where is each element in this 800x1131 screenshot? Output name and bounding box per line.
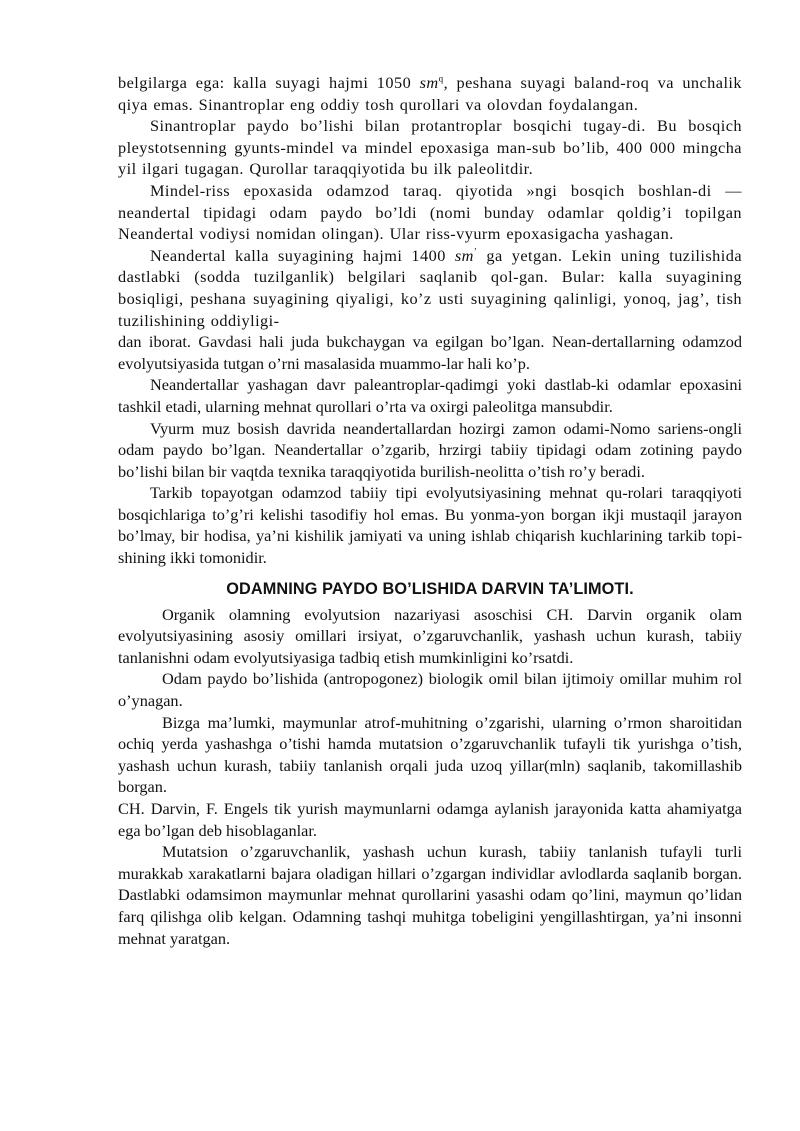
paragraph-evolution-tools: Tarkib topayotgan odamzod tabiiy tipi evolyutsiyasining mehnat qu-rolari taraqqiyoti bosqichlariga to’g’ri kelishi tasodifiy hol emas. Bu yonma-yon borgan ikji mustaqil jarayon bo’lmay, bir hodisa, ya’ni kishilik jamiyati va uning ishlab chiqarish kuchlarining tarkib topi-shining ikki tomonidir. [118,483,742,568]
paragraph-neandertal-role: dan iborat. Gavdasi hali juda bukchaygan va egilgan bo’lgan. Nean-dertallarning odamzod evolyutsiyasida tutgan o’rni masalasida muammo-lar hali ko’p. [118,332,742,373]
unit-sm: sm [419,73,439,92]
paragraph-mutation-labor: Mutatsion o’zgaruvchanlik, yashash uchun kurash, tabiiy tanlanish tufayli turli murakkab xarakatlarni bajara oladigan hillari o’zgargan individlar avlodlarda saqlanib borgan. Dastlabki odamsimon maymunlar mehnat qurollarini yasashi odam qo’lini, maymun qo’lidan farq qilishga olib kelgan. Odamning tashqi muhitga tobeligini yengillashtirgan, ya’ni insonni mehnat yaratgan. [118,842,742,948]
unit-superscript: ’ [473,246,478,257]
paragraph-upright-walking: Bizga ma’lumki, maymunlar atrof-muhitning o’zgarishi, ularning o’rmon sharoitidan ochiq yerda yashashga o’tishi hamda mutatsion o’zgaruvchanlik tufayli tik yurishga o’tish, yashash uchun kurash, tabiiy tanlanish orqali juda uzoq yillar(mln) saqlanib, takomillashib borgan. [118,712,742,797]
paragraph-paleantrop-epoch: Neandertallar yashagan davr paleantroplar-qadimgi yoki dastlab-ki odamlar epoxasini tashkil etadi, ularning mehnat qurollari o’rta va oxirgi paleolitga mansubdir. [118,375,742,416]
paragraph-darwin-engels: CH. Darvin, F. Engels tik yurish maymunlarni odamga aylanish jarayonida katta ahamiyatga ega bo’lgan deb hisoblaganlar. [118,799,742,840]
paragraph-darwin-theory: Organik olamning evolyutsion nazariyasi asoschisi CH. Darvin organik olam evolyutsiyasining asosiy omillari irsiyat, o’zgaruvchanlik, yashash uchun kurash, tabiiy tanlanishni odam evolyutsiyasiga tadbiq etish mumkinligini ko’rsatdi. [118,604,742,667]
paragraph-antropogonez: Odam paydo bo’lishida (antropogonez) biologik omil bilan ijtimoiy omillar muhim rol o’ynagan. [118,669,742,711]
paragraph-protantrop-stage: Sinantroplar paydo bo’lishi bilan protantroplar bosqichi tugay-di. Bu bosqich pleystotsenning gyunts-mindel va mindel epoxasiga man-sub bo’lib, 400 000 mingcha yil ilgari tugagan. Qurollar taraqqiyotida bu ilk paleolitdir. [118,116,742,179]
unit-superscript: q [438,73,444,84]
paragraph-text: ga yetgan. Lekin uning tuzilishida dastlabki (sodda tuzilganlik) belgilari saqlanib qol-gan. Bular: kalla suyagining bosiqligi, peshana suyagining qiyaligi, ko’z usti suyagining qalinligi, yonoq, jag’, tish tuzilishining oddiyligi- [118,245,742,330]
paragraph-neandertal-skull [118,245,742,331]
paragraph-text: Neandertal kalla suyagining hajmi 1400 [150,245,455,265]
unit-sm: sm [454,245,474,265]
paragraph-text: , peshana suyagi baland-roq va unchalik qiya emas. Sinantroplar eng oddiy tosh qurollari va olovdan foydalangan. [118,73,742,114]
section-heading: ODAMNING PAYDO BO’LISHIDA DARVIN TA’LIMOTI. [226,579,634,598]
paragraph-text: belgilarga ega: kalla suyagi hajmi 1050 [118,73,420,92]
paragraph-sinantrop-skull [118,72,742,115]
document-body [118,72,742,949]
paragraph-vyurm-glaciation: Vyurm muz bosish davrida neandertallardan hozirgi zamon odami-Nomo sariens-ongli odam paydo bo’lgan. Neandertallar o’zgarib, hrzirgi tabiiy tipidagi odam zotining paydo bo’lishi bilan bir vaqtda texnika taraqqiyotida burilish-neolitta o’tish ro’y beradi. [118,418,742,481]
paragraph-mindel-riss: Mindel-riss epoxasida odamzod taraq. qiyotida »ngi bosqich boshlan-di — neandertal tipidagi odam paydo bo’ldi (nomi bunday odamlar qoldig’i topilgan Neandertal vodiysi nomidan olingan). Ular riss-vyurm epoxasigacha yashagan. [118,180,742,244]
